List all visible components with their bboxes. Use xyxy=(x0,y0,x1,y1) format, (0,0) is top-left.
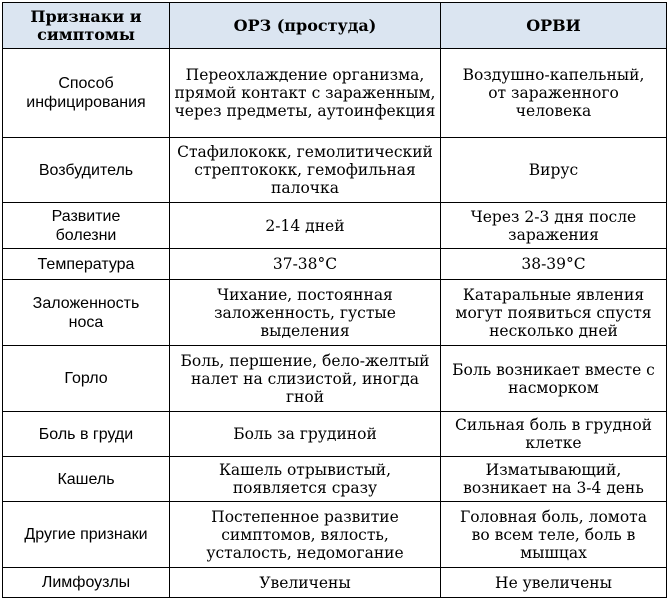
table-row xyxy=(3,138,667,203)
orz-cell: Чихание, постоянная заложенность, густые выделения xyxy=(170,280,441,346)
row-label: Другие признаки xyxy=(3,502,170,568)
orz-cell: Переохлаждение организма, прямой контакт с зараженным, через предметы, аутоинфекция xyxy=(170,49,441,138)
orz-cell: Постепенное развитие симптомов, вялость, усталость, недомогание xyxy=(170,502,441,568)
row-label: Способ инфицирования xyxy=(3,49,170,138)
row-label: Температура xyxy=(3,249,170,280)
orz-cell: Увеличены xyxy=(170,568,441,598)
orvi-cell: Сильная боль в грудной клетке xyxy=(441,412,667,457)
table-row xyxy=(3,203,667,249)
table-row xyxy=(3,568,667,598)
row-label: Горло xyxy=(3,346,170,412)
orz-cell: Боль, першение, бело-желтый налет на слизистой, иногда гной xyxy=(170,346,441,412)
orvi-cell: Изматывающий, возникает на 3-4 день xyxy=(441,457,667,502)
table-row xyxy=(3,502,667,568)
orz-cell: Стафилококк, гемолитический стрептококк, гемофильная палочка xyxy=(170,138,441,203)
row-label: Заложенность носа xyxy=(3,280,170,346)
orz-cell: Кашель отрывистый, появляется сразу xyxy=(170,457,441,502)
table-row xyxy=(3,412,667,457)
table-row xyxy=(3,280,667,346)
row-label: Кашель xyxy=(3,457,170,502)
header-orz: ОРЗ (простуда) xyxy=(170,3,441,49)
header-orvi: ОРВИ xyxy=(441,3,667,49)
orvi-cell: Не увеличены xyxy=(441,568,667,598)
row-label: Боль в груди xyxy=(3,412,170,457)
header-row xyxy=(3,3,667,49)
orvi-cell: Через 2-3 дня после заражения xyxy=(441,203,667,249)
comparison-table xyxy=(2,2,667,598)
orz-cell: 37-38°C xyxy=(170,249,441,280)
row-label: Возбудитель xyxy=(3,138,170,203)
table-row xyxy=(3,49,667,138)
orvi-cell: Боль возникает вместе с насморком xyxy=(441,346,667,412)
orvi-cell: Катаральные явления могут появиться спустя несколько дней xyxy=(441,280,667,346)
orvi-cell: 38-39°C xyxy=(441,249,667,280)
table-row xyxy=(3,457,667,502)
table-row xyxy=(3,346,667,412)
header-symptoms: Признаки и симптомы xyxy=(3,3,170,49)
row-label: Развитие болезни xyxy=(3,203,170,249)
orz-cell: 2-14 дней xyxy=(170,203,441,249)
orz-cell: Боль за грудиной xyxy=(170,412,441,457)
orvi-cell: Вирус xyxy=(441,138,667,203)
row-label: Лимфоузлы xyxy=(3,568,170,598)
orvi-cell: Головная боль, ломота во всем теле, боль в мышцах xyxy=(441,502,667,568)
orvi-cell: Воздушно-капельный, от зараженного человека xyxy=(441,49,667,138)
table-row xyxy=(3,249,667,280)
